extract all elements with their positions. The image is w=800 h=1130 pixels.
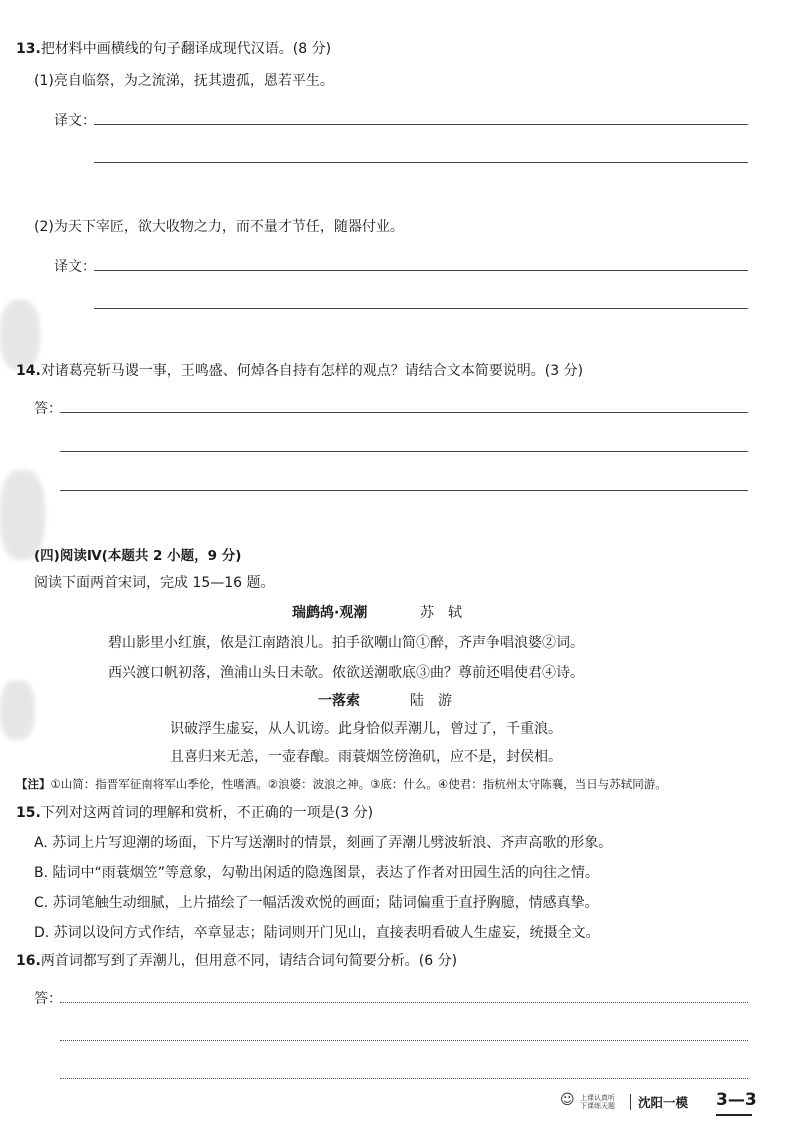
poem-title: 瑞鹧鸪·观潮 (292, 605, 368, 621)
brand-slogan (580, 1094, 615, 1110)
section-intro: 阅读下面两首宋词，完成 15—16 题。 (34, 575, 275, 591)
poem-line: 识破浮生虚妄，从人讥谤。此身恰似弄潮儿，曾过了，千重浪。 (170, 721, 562, 737)
question-number: 14. (16, 363, 41, 379)
annotations (16, 776, 667, 792)
notes-label: 【注】 (16, 777, 51, 791)
question-number: 16. (16, 953, 41, 969)
question-stem: 两首词都写到了弄潮儿，但用意不同，请结合词句简要分析。(6 分) (40, 953, 458, 969)
question-stem: 对诸葛亮斩马谡一事，王鸣盛、何焯各自持有怎样的观点？请结合文本简要说明。(3 分) (40, 363, 584, 379)
answer-label: 译文： (54, 113, 96, 129)
footer (560, 1090, 790, 1120)
question-stem: 把材料中画横线的句子翻译成现代汉语。(8 分) (40, 41, 332, 57)
decorative-brush-mark (0, 680, 35, 740)
question-number: 13. (16, 41, 41, 57)
page-number: 3—3 (716, 1090, 757, 1110)
option-a[interactable]: A. 苏词上片写迎潮的场面，下片写送潮时的情景，刻画了弄潮儿劈波斩浪、齐声高歌的形象。 (34, 835, 613, 851)
option-b[interactable]: B. 陆词中“雨蓑烟笠”等意象，勾勒出闲适的隐逸图景，表达了作者对田园生活的向往之情。 (34, 865, 600, 881)
answer-line[interactable] (94, 308, 748, 309)
question-13-sub-1: (1)亮自临祭，为之流涕，抚其遗孤，恩若平生。 (34, 73, 334, 89)
question-15 (16, 802, 373, 822)
page-number-underline (716, 1114, 752, 1116)
poem-line: 碧山影里小红旗，侬是江南踏浪儿。拍手欲嘲山简①醉，齐声争唱浪婆②词。 (108, 635, 584, 651)
question-14 (16, 360, 583, 380)
mascot-icon: ☺ (560, 1092, 575, 1108)
question-16 (16, 950, 457, 970)
answer-line[interactable] (60, 412, 748, 413)
answer-line[interactable] (94, 124, 748, 125)
answer-label: 答： (34, 401, 62, 417)
poem-author: 陆 游 (410, 693, 452, 709)
question-13 (16, 38, 331, 58)
poem-line: 西兴渡口帆初落，渔浦山头日未欹。侬欲送潮歌底③曲？尊前还唱使君④诗。 (108, 665, 584, 681)
answer-line[interactable] (60, 1002, 748, 1003)
footer-divider (630, 1094, 631, 1110)
answer-line[interactable] (60, 490, 748, 491)
option-d[interactable]: D. 苏词以设问方式作结，卒章显志；陆词则开门见山，直接表明看破人生虚妄，统摄全文。 (34, 925, 600, 941)
question-number: 15. (16, 805, 41, 821)
section-heading: (四)阅读Ⅳ(本题共 2 小题，9 分) (34, 548, 242, 564)
answer-label: 答： (34, 991, 62, 1007)
exam-name: 沈阳一模 (638, 1095, 689, 1110)
answer-line[interactable] (60, 1078, 748, 1079)
poem-line: 且喜归来无恙，一壶春酿。雨蓑烟笠傍渔矶，应不是，封侯相。 (170, 749, 562, 765)
question-stem: 下列对这两首词的理解和赏析，不正确的一项是(3 分) (40, 805, 374, 821)
poem-title: 一落索 (318, 693, 360, 709)
slogan-line-1: 上课认真听 (580, 1094, 615, 1102)
notes-text: ①山简：指晋军征南将军山季伦，性嗜酒。②浪婆：波浪之神。③底：什么。④使君：指杭州太守陈襄，当日与苏轼同游。 (50, 777, 667, 791)
option-c[interactable]: C. 苏词笔触生动细腻，上片描绘了一幅活泼欢悦的画面；陆词偏重于直抒胸臆，情感真挚。 (34, 895, 599, 911)
question-13-sub-2: (2)为天下宰匠，欲大收物之力，而不量才节任，随器付业。 (34, 219, 404, 235)
answer-line[interactable] (94, 270, 748, 271)
answer-line[interactable] (94, 162, 748, 163)
poem-author: 苏 轼 (420, 605, 462, 621)
answer-line[interactable] (60, 1040, 748, 1041)
answer-line[interactable] (60, 451, 748, 452)
slogan-line-2: 下课练天题 (580, 1102, 615, 1110)
answer-label: 译文： (54, 259, 96, 275)
